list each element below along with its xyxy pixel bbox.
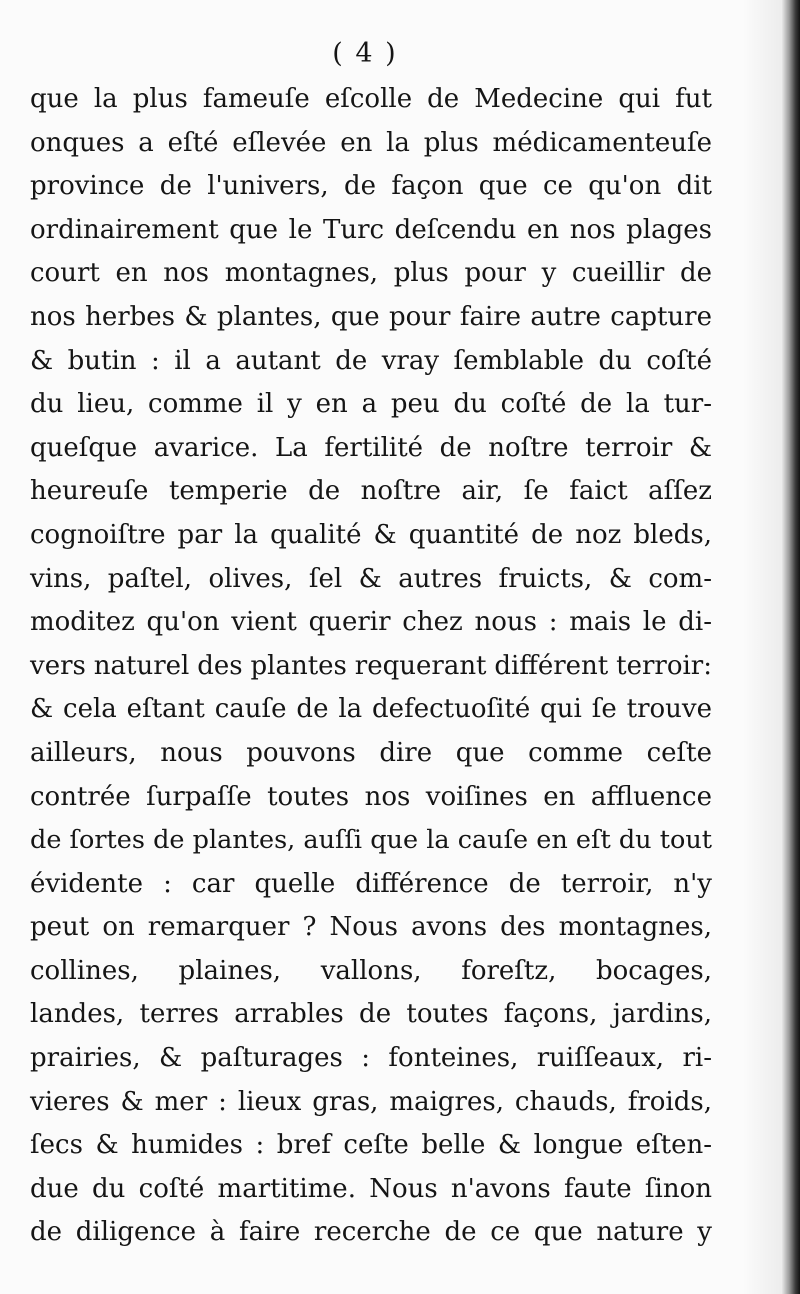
text-line: de ſortes de plantes, auſſi que la cauſe en eſt du tout	[30, 825, 712, 856]
text-line: landes, terres arrables de toutes façons, jardins,	[30, 999, 712, 1030]
text-line: vers naturel des plantes requerant différent terroir:	[30, 650, 712, 681]
text-line: nos herbes & plantes, que pour faire autre capture	[30, 301, 712, 332]
text-line: du lieu, comme il y en a peu du coſté de la tur-	[30, 389, 712, 420]
text-line: ordinairement que le Turc deſcendu en nos plages	[30, 214, 712, 245]
text-line: contrée ſurpaſſe toutes nos voiſines en affluence	[30, 781, 712, 812]
text-line: moditez qu'on vient querir chez nous : mais le di-	[30, 607, 712, 638]
body-text	[30, 78, 712, 1255]
text-line: collines, plaines, vallons, foreſtz, bocages,	[30, 955, 712, 986]
binding-shadow	[742, 0, 782, 1294]
text-line: prairies, & paſturages : fonteines, ruiſſeaux, ri-	[30, 1043, 712, 1074]
text-line: & butin : il a autant de vray ſemblable du coſté	[30, 345, 712, 376]
text-line: ailleurs, nous pouvons dire que comme ceſte	[30, 737, 712, 768]
text-line: province de l'univers, de façon que ce qu'on dit	[30, 171, 712, 202]
text-line: peut on remarquer ? Nous avons des montagnes,	[30, 912, 712, 943]
text-line: que la plus fameuſe eſcolle de Medecine qui fut	[30, 84, 712, 114]
binding-edge	[782, 0, 800, 1294]
text-line: vieres & mer : lieux gras, maigres, chauds, froids,	[30, 1086, 712, 1117]
text-line: onques a eſté eſlevée en la plus médicamenteuſe	[30, 127, 712, 158]
text-line: due du coſté martitime. Nous n'avons faute ſinon	[30, 1173, 712, 1204]
text-line: évidente : car quelle différence de terroir, n'y	[30, 868, 712, 899]
text-line: ſecs & humides : bref ceſte belle & longue eſten-	[30, 1130, 712, 1161]
text-line: court en nos montagnes, plus pour y cueillir de	[30, 258, 712, 289]
text-line: heureuſe temperie de noſtre air, ſe faict aſſez	[30, 476, 712, 507]
text-line: vins, paſtel, olives, ſel & autres fruicts, & com-	[30, 563, 712, 594]
text-line: cognoiſtre par la qualité & quantité de noz bleds,	[30, 519, 712, 550]
text-line: & cela eſtant cauſe de la defectuoſité qui ſe trouve	[30, 694, 712, 725]
text-line: queſque avarice. La fertilité de noſtre terroir &	[30, 432, 712, 463]
text-line: de diligence à faire recerche de ce que nature y	[30, 1217, 712, 1248]
page-number: ( 4 )	[332, 38, 398, 69]
